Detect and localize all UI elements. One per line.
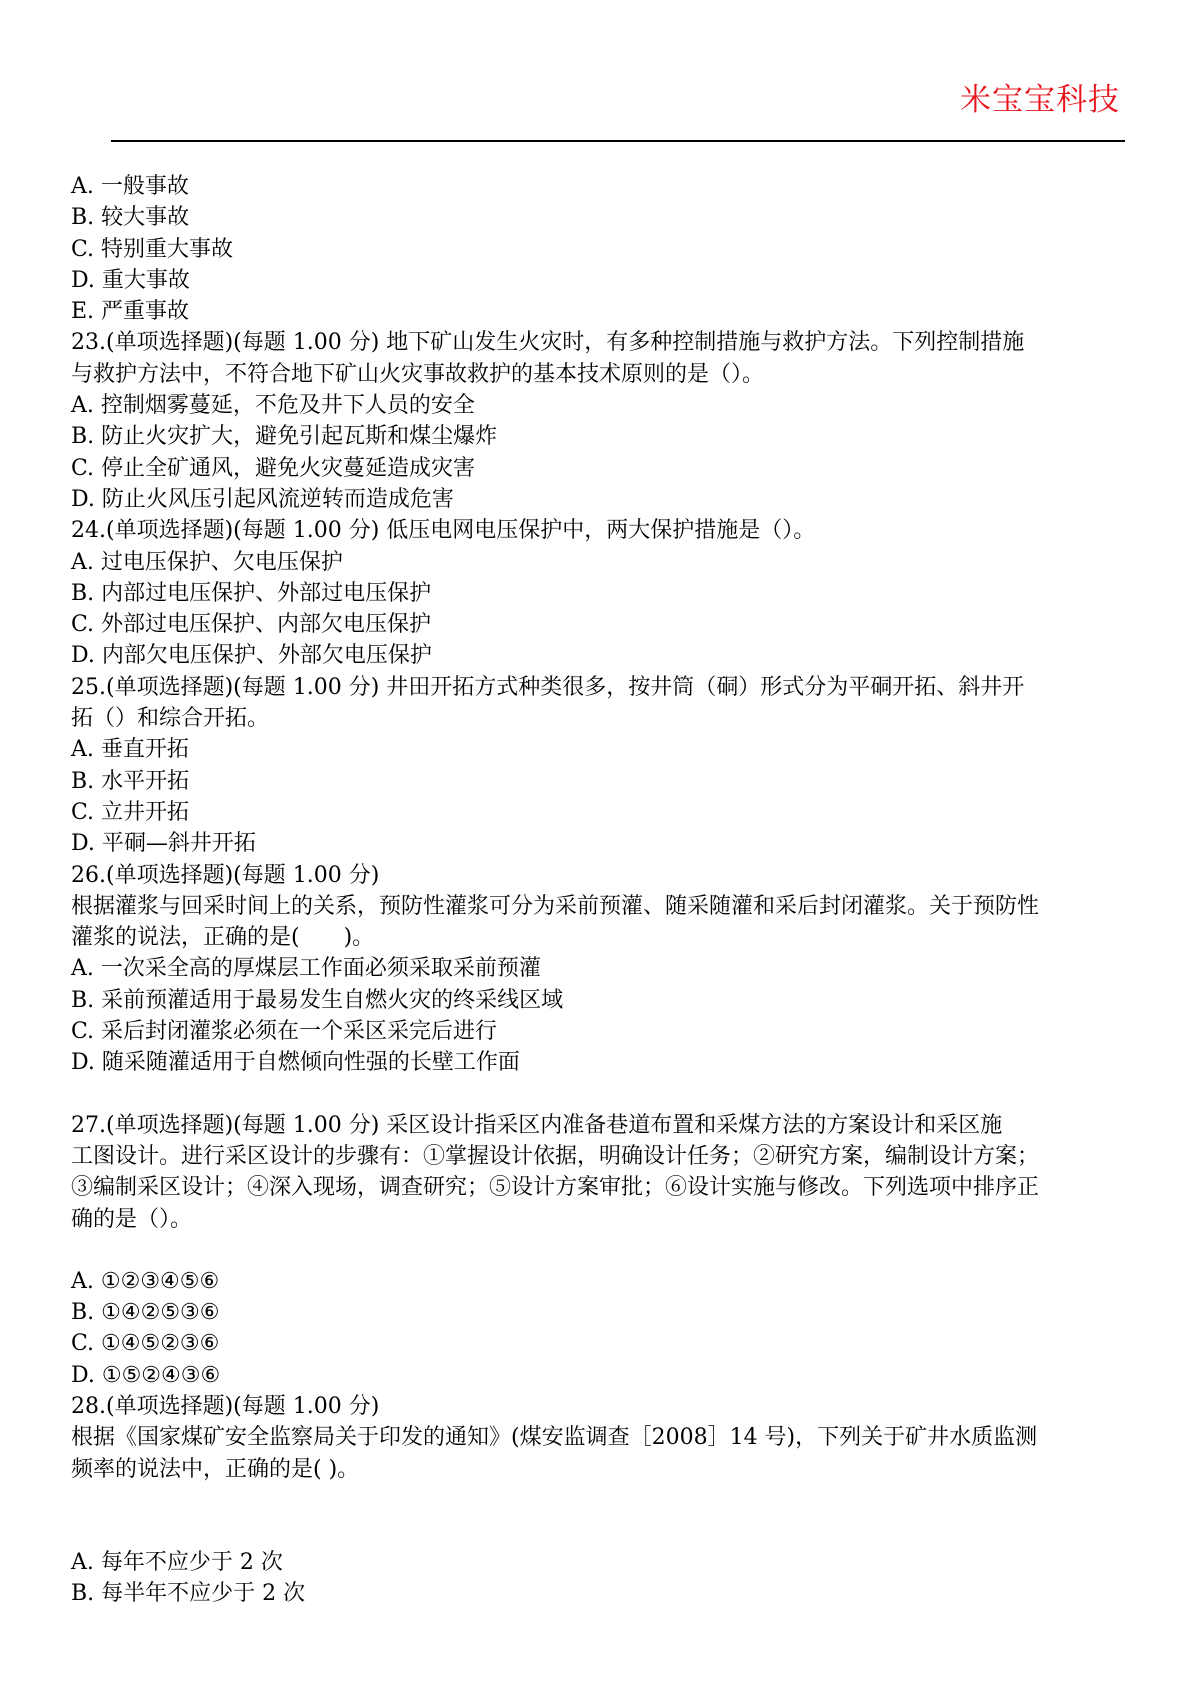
q24-option-c: C. 外部过电压保护、内部欠电压保护 xyxy=(71,612,432,638)
q22-option-b: B. 较大事故 xyxy=(71,205,190,231)
q26-option-a: A. 一次采全高的厚煤层工作面必须采取采前预灌 xyxy=(71,956,541,982)
q26-option-d: D. 随采随灌适用于自燃倾向性强的长壁工作面 xyxy=(71,1050,520,1076)
q26-stem-line-1: 26.(单项选择题)(每题 1.00 分) xyxy=(71,862,380,888)
q27-stem-line-1: 27.(单项选择题)(每题 1.00 分) 采区设计指采区内准备巷道布置和采煤方法的方案设计和采区施 xyxy=(71,1112,1003,1138)
q24-option-d: D. 内部欠电压保护、外部欠电压保护 xyxy=(71,643,432,669)
q27-stem-line-2: 工图设计。进行采区设计的步骤有：①掌握设计依据，明确设计任务；②研究方案，编制设计方案； xyxy=(71,1143,1040,1169)
spacer xyxy=(71,1235,1131,1266)
q25-option-a: A. 垂直开拓 xyxy=(71,737,189,763)
q22-option-c: C. 特别重大事故 xyxy=(71,236,234,262)
q23-stem-line-1: 23.(单项选择题)(每题 1.00 分) 地下矿山发生火灾时，有多种控制措施与救护方法。下列控制措施 xyxy=(71,330,1025,356)
q28-stem-line-1: 28.(单项选择题)(每题 1.00 分) xyxy=(71,1393,380,1419)
q26-stem-line-3: 灌浆的说法，正确的是( )。 xyxy=(71,925,375,951)
q27-stem-line-4: 确的是（）。 xyxy=(71,1206,193,1232)
q27-option-d: D. ①⑤②④③⑥ xyxy=(71,1362,221,1388)
q26-option-c: C. 采后封闭灌浆必须在一个采区采完后进行 xyxy=(71,1019,498,1045)
q25-option-c: C. 立井开拓 xyxy=(71,799,190,825)
header-divider xyxy=(111,140,1125,142)
q28-stem-line-3: 频率的说法中，正确的是( )。 xyxy=(71,1456,360,1482)
q25-stem-line-2: 拓（）和综合开拓。 xyxy=(71,706,270,732)
q27-option-c: C. ①④⑤②③⑥ xyxy=(71,1331,220,1357)
q23-option-c: C. 停止全矿通风，避免火灾蔓延造成灾害 xyxy=(71,455,476,481)
q28-option-a: A. 每年不应少于 2 次 xyxy=(71,1549,283,1575)
q23-option-d: D. 防止火风压引起风流逆转而造成危害 xyxy=(71,486,454,512)
q28-option-b: B. 每半年不应少于 2 次 xyxy=(71,1581,306,1607)
q23-option-b: B. 防止火灾扩大，避免引起瓦斯和煤尘爆炸 xyxy=(71,424,498,450)
q25-option-d: D. 平硐—斜井开拓 xyxy=(71,831,256,857)
brand-logo-text: 米宝宝科技 xyxy=(960,82,1120,118)
q24-stem-line-1: 24.(单项选择题)(每题 1.00 分) 低压电网电压保护中，两大保护措施是（）。 xyxy=(71,518,816,544)
q27-option-b: B. ①④②⑤③⑥ xyxy=(71,1300,220,1326)
q28-stem-line-2: 根据《国家煤矿安全监察局关于印发的通知》(煤安监调查［2008］14 号)，下列关于矿井水质监测 xyxy=(71,1425,1038,1451)
spacer xyxy=(71,1079,1131,1110)
spacer xyxy=(71,1485,1131,1547)
q24-option-b: B. 内部过电压保护、外部过电压保护 xyxy=(71,580,432,606)
q27-option-a: A. ①②③④⑤⑥ xyxy=(71,1268,220,1294)
q26-stem-line-2: 根据灌浆与回采时间上的关系，预防性灌浆可分为采前预灌、随采随灌和采后封闭灌浆。关于预防性 xyxy=(71,893,1040,919)
q25-option-b: B. 水平开拓 xyxy=(71,768,190,794)
exam-content xyxy=(71,171,1131,1609)
q22-option-e: E. 严重事故 xyxy=(71,299,190,325)
q23-option-a: A. 控制烟雾蔓延，不危及井下人员的安全 xyxy=(71,393,475,419)
q23-stem-line-2: 与救护方法中，不符合地下矿山火灾事故救护的基本技术原则的是（）。 xyxy=(71,361,765,387)
q25-stem-line-1: 25.(单项选择题)(每题 1.00 分) 井田开拓方式种类很多，按井筒（硐）形式分为平硐开拓、斜井开 xyxy=(71,674,1025,700)
q22-option-a: A. 一般事故 xyxy=(71,174,189,199)
q24-option-a: A. 过电压保护、欠电压保护 xyxy=(71,549,343,575)
q26-option-b: B. 采前预灌适用于最易发生自燃火灾的终采线区域 xyxy=(71,987,564,1013)
q27-stem-line-3: ③编制采区设计；④深入现场，调查研究；⑤设计方案审批；⑥设计实施与修改。下列选项中排序正 xyxy=(71,1175,1040,1201)
q22-option-d: D. 重大事故 xyxy=(71,267,190,293)
